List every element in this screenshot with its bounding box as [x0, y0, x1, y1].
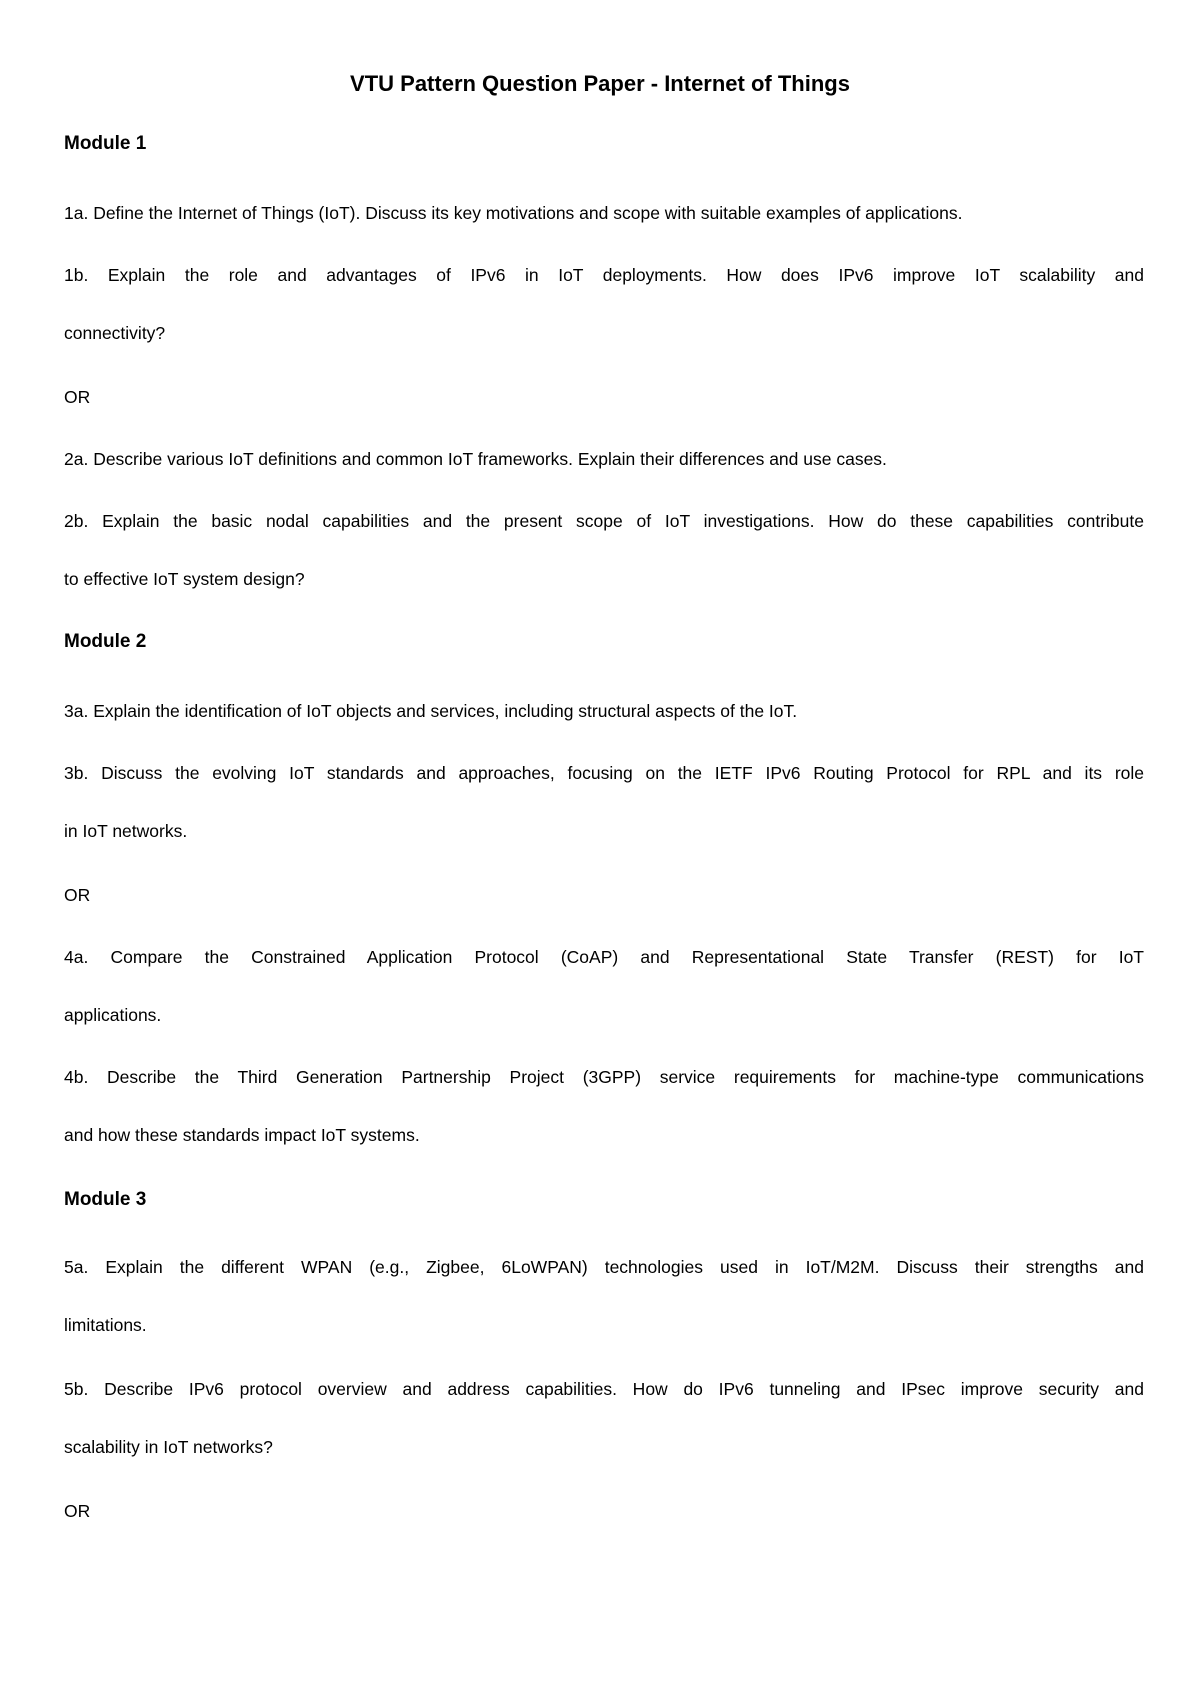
module-3-heading: Module 3	[64, 1189, 147, 1210]
question-2b-line-2: to effective IoT system design?	[64, 569, 305, 589]
question-2b-line-1: 2b. Explain the basic nodal capabilities and the present scope of IoT investigations. How do these capabilities contribute	[64, 511, 1144, 531]
question-4b-line-1: 4b. Describe the Third Generation Partnership Project (3GPP) service requirements for machine-type communications	[64, 1067, 1144, 1087]
question-1b-line-2: connectivity?	[64, 323, 166, 343]
or-separator: OR	[64, 885, 91, 905]
question-5a-line-1: 5a. Explain the different WPAN (e.g., Zigbee, 6LoWPAN) technologies used in IoT/M2M. Discuss their strengths and	[64, 1257, 1144, 1277]
question-3b-line-2: in IoT networks.	[64, 821, 188, 841]
question-2a: 2a. Describe various IoT definitions and common IoT frameworks. Explain their differences and use cases.	[64, 449, 887, 469]
question-4a-line-2: applications.	[64, 1005, 162, 1025]
question-5b-line-2: scalability in IoT networks?	[64, 1437, 273, 1457]
question-5b-line-1: 5b. Describe IPv6 protocol overview and address capabilities. How do IPv6 tunneling and IPsec improve security and	[64, 1379, 1144, 1399]
question-1b-line-1: 1b. Explain the role and advantages of IPv6 in IoT deployments. How does IPv6 improve IoT scalability and	[64, 265, 1144, 285]
question-5a-line-2: limitations.	[64, 1315, 147, 1335]
question-3b-line-1: 3b. Discuss the evolving IoT standards and approaches, focusing on the IETF IPv6 Routing Protocol for RPL and its role	[64, 763, 1144, 783]
module-1-heading: Module 1	[64, 133, 147, 154]
question-4b-line-2: and how these standards impact IoT systems.	[64, 1125, 420, 1145]
question-4a-line-1: 4a. Compare the Constrained Application Protocol (CoAP) and Representational State Transfer (REST) for IoT	[64, 947, 1144, 967]
or-separator: OR	[64, 1501, 91, 1521]
page-title: VTU Pattern Question Paper - Internet of Things	[350, 71, 850, 96]
module-2-heading: Module 2	[64, 631, 147, 652]
question-3a: 3a. Explain the identification of IoT objects and services, including structural aspects of the IoT.	[64, 701, 798, 721]
or-separator: OR	[64, 387, 91, 407]
question-1a: 1a. Define the Internet of Things (IoT). Discuss its key motivations and scope with suitable examples of applications.	[64, 203, 963, 223]
